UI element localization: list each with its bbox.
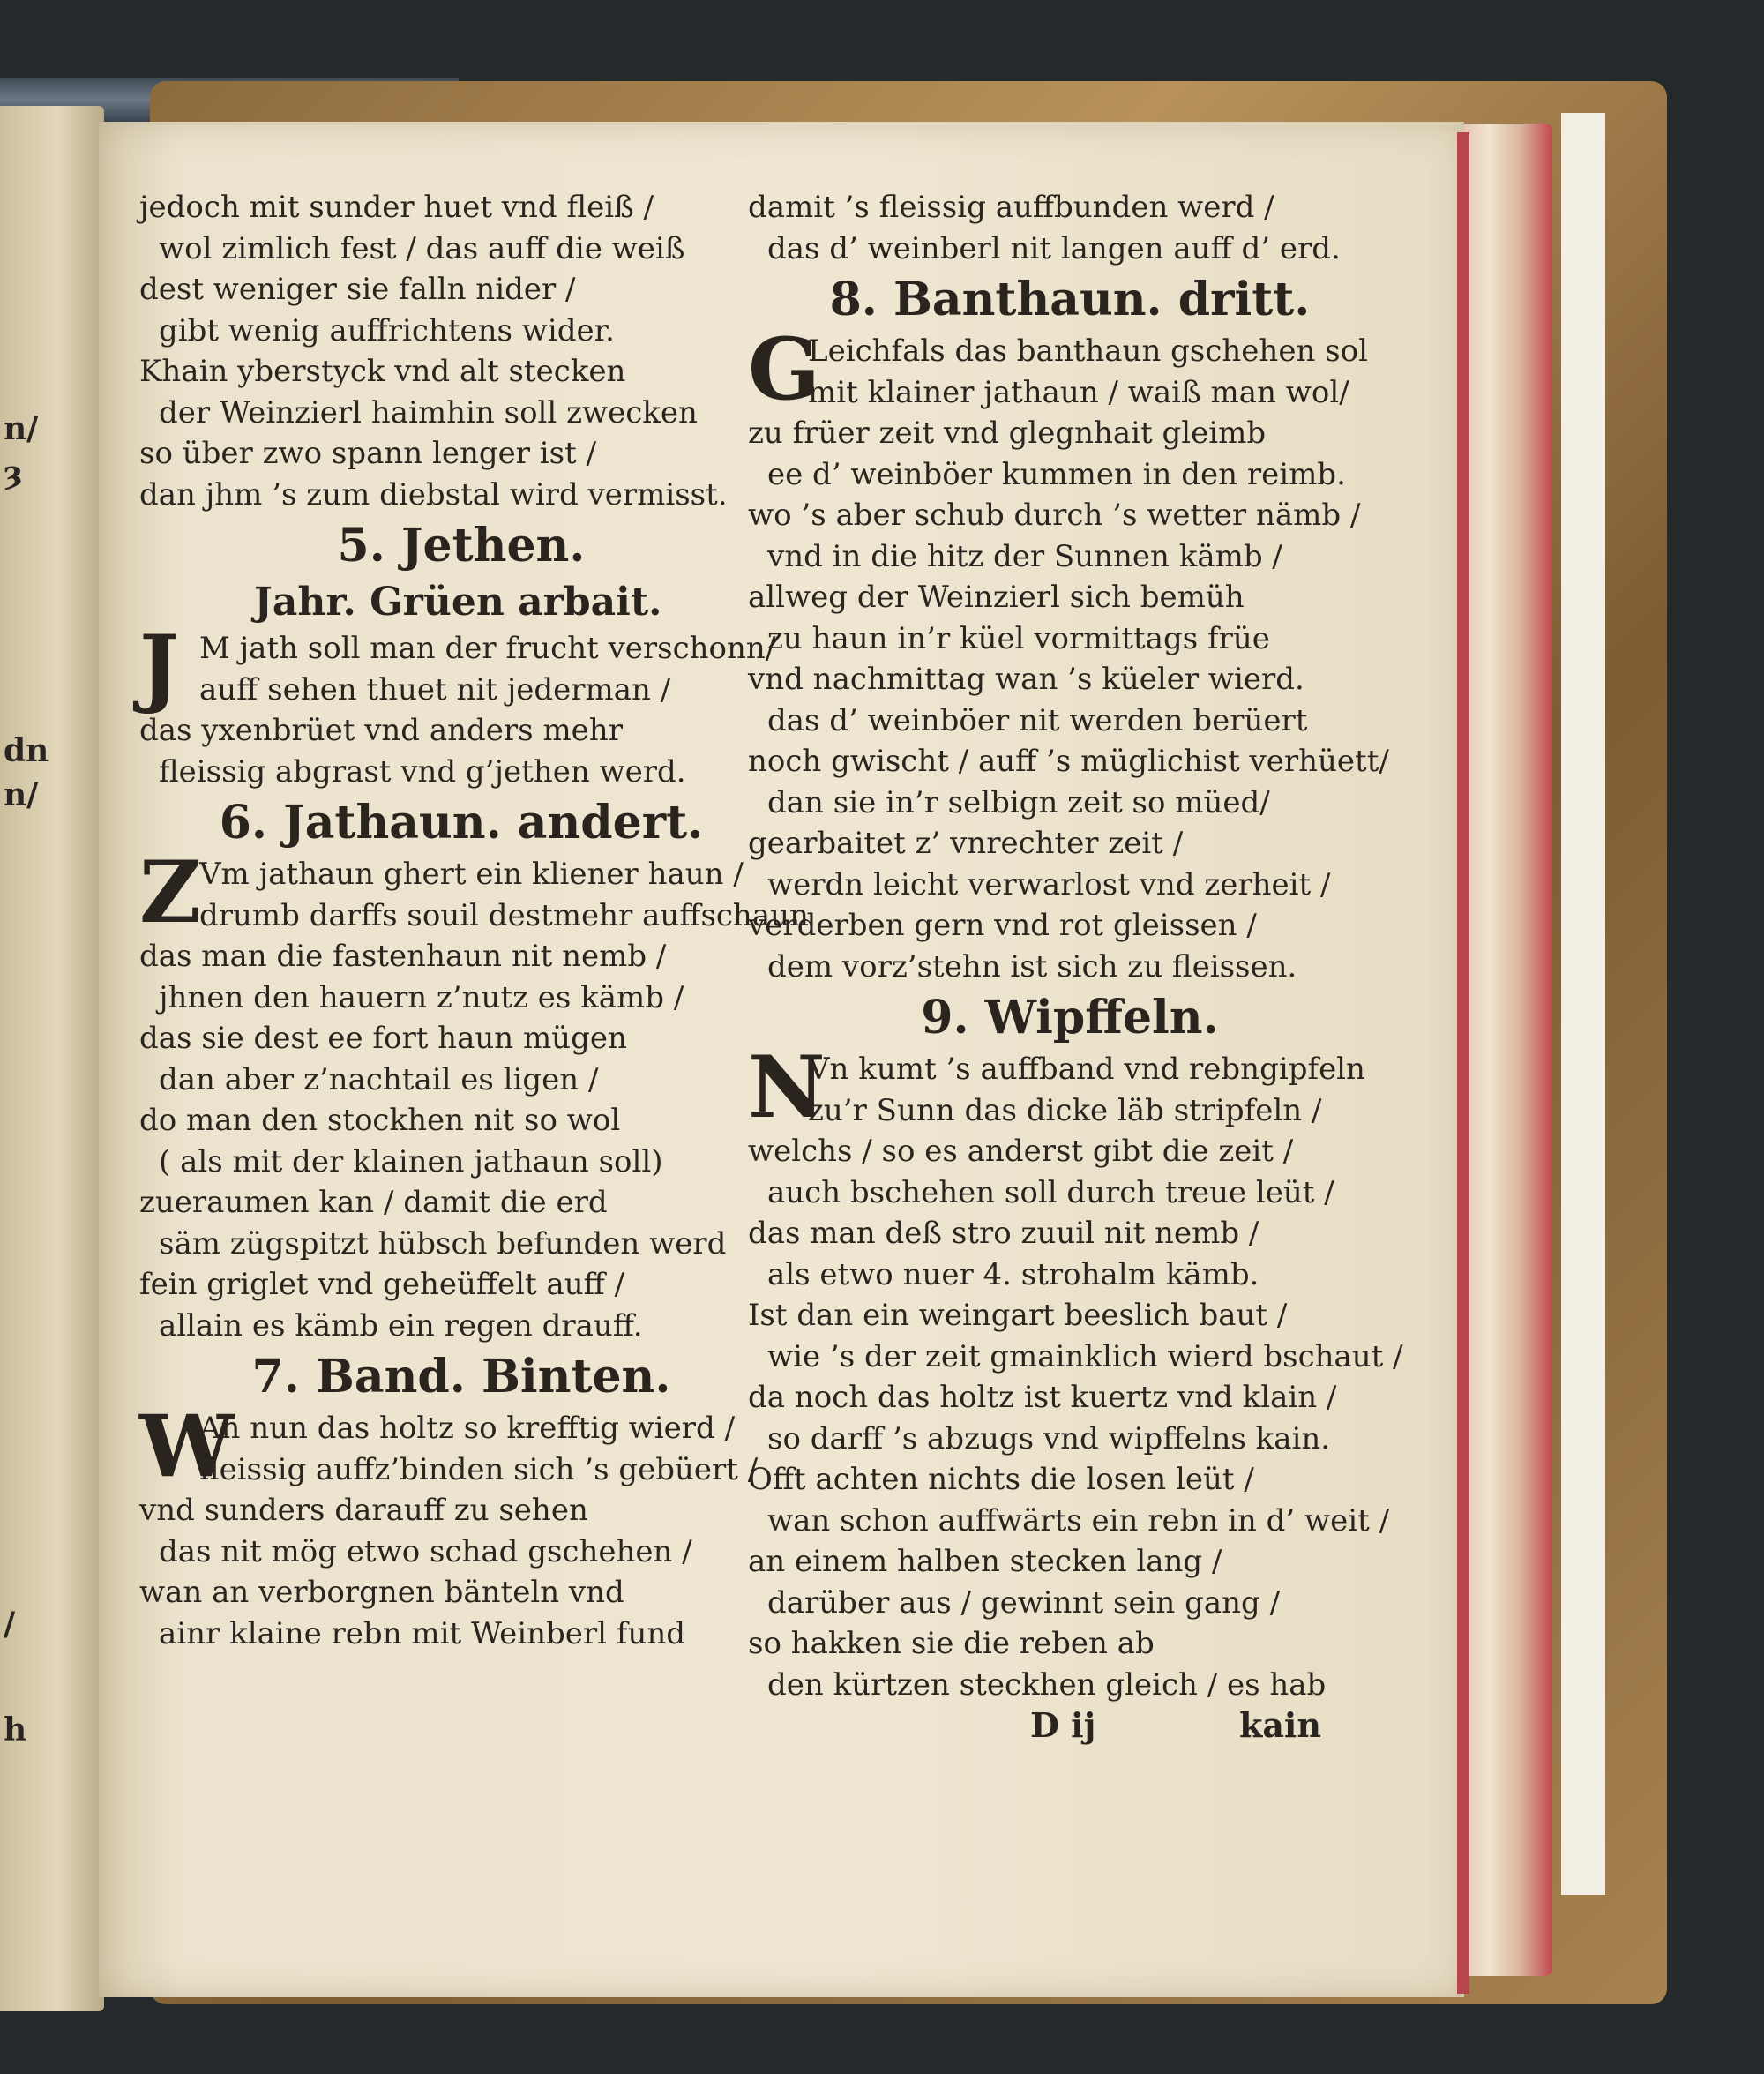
verse-line: ee d’ weinböer kummen in den reimb. <box>767 456 1346 492</box>
verse-line: dan jhm ’s zum diebstal wird vermisst. <box>139 476 728 513</box>
verse-line: wo ’s aber schub durch ’s wetter nämb / <box>748 498 1361 533</box>
verse-line: so hakken sie die reben ab <box>748 1626 1155 1661</box>
verse-line: zu haun in’r küel vormittags früe <box>767 620 1270 656</box>
verse-line: Khain yberstyck vnd alt stecken <box>139 354 626 389</box>
verse-line: wie ’s der zeit gmainklich wierd bschaut / <box>767 1338 1403 1374</box>
verse-line: dest weniger sie falln nider / <box>139 272 576 307</box>
verse-line: M jath soll man der frucht verschonn/ <box>199 631 776 666</box>
verse-line: das man deß stro zuuil nit nemb / <box>748 1216 1259 1251</box>
verse-line: fein griglet vnd geheüffelt auff / <box>139 1267 625 1302</box>
verse-line: do man den stockhen nit so wol <box>139 1103 621 1138</box>
verse-line: das nit mög etwo schad gschehen / <box>159 1533 692 1569</box>
section-heading: 7. Band. Binten. <box>251 1350 671 1404</box>
verse-line: so darff ’s abzugs vnd wipffelns kain. <box>767 1420 1331 1456</box>
verse-line: jhnen den hauern z’nutz es kämb / <box>159 979 684 1015</box>
verse-line: als etwo nuer 4. strohalm kämb. <box>767 1256 1259 1292</box>
verse-line: damit ’s fleissig auffbunden werd / <box>748 190 1274 225</box>
verse-line: gearbaitet z’ vnrechter zeit / <box>748 826 1184 861</box>
verse-line: dem vorz’stehn ist sich zu fleissen. <box>767 948 1297 985</box>
verse-line: allain es kämb ein regen drauff. <box>159 1307 643 1344</box>
verse-line: An nun das holtz so krefftig wierd / <box>199 1411 736 1446</box>
drop-cap: Z <box>139 842 202 942</box>
facing-page-fragment <box>0 106 104 2011</box>
verse-line: Offt achten nichts die losen leüt / <box>748 1462 1254 1497</box>
verse-line: zueraumen kan / damit die erd <box>139 1185 608 1220</box>
stanza <box>139 842 809 942</box>
section-heading: 9. Wipffeln. <box>921 991 1219 1044</box>
verse-line: ainr klaine rebn mit Weinberl fund <box>159 1615 686 1651</box>
left-column <box>139 187 809 1654</box>
left-fragment-text: h <box>4 1711 27 1748</box>
drop-cap: N <box>748 1037 826 1137</box>
left-fragment-text: n/ <box>4 776 39 813</box>
drop-cap: G <box>748 319 820 419</box>
verse-line: wan an verborgnen bänteln vnd <box>139 1575 624 1610</box>
verse-line: noch gwischt / auff ’s müglichist verhüett/ <box>748 744 1389 779</box>
verse-line: das man die fastenhaun nit nemb / <box>139 939 667 974</box>
stanza <box>139 1396 783 1496</box>
verse-line: vnd in die hitz der Sunnen kämb / <box>767 538 1282 574</box>
signature-mark: D ij <box>1030 1705 1096 1745</box>
stanza <box>748 1037 1392 1137</box>
verse-line: der Weinzierl haimhin soll zwecken <box>159 394 698 431</box>
verse-line: wol zimlich fest / das auff die weiß <box>159 230 685 266</box>
verse-line: fleissig abgrast vnd g’jethen werd. <box>159 753 686 790</box>
verse-line: Ist dan ein weingart beeslich baut / <box>748 1298 1288 1333</box>
verse-line: jedoch mit sunder huet vnd fleiß / <box>139 190 654 225</box>
verse-line: drumb darffs souil destmehr auffschaun <box>199 897 809 933</box>
verse-line: das d’ weinberl nit langen auff d’ erd. <box>767 230 1341 266</box>
left-fragment-text: dn <box>4 732 49 769</box>
verse-line: dan sie in’r selbign zeit so müed/ <box>767 784 1270 820</box>
left-fragment-text: ȝ <box>4 454 23 491</box>
page-stack-edge-white <box>1561 113 1605 1895</box>
verse-line: das d’ weinböer nit werden berüert <box>767 702 1308 738</box>
left-fragment-text: / <box>4 1606 16 1643</box>
drop-cap: W <box>139 1396 235 1496</box>
verse-line: vnd nachmittag wan ’s küeler wierd. <box>748 662 1304 697</box>
catchword: kain <box>1238 1705 1321 1745</box>
verse-line: an einem halben stecken lang / <box>748 1544 1222 1579</box>
verse-line: Leichfals das banthaun gschehen sol <box>808 333 1368 369</box>
section-heading: 5. Jethen. <box>337 519 586 573</box>
page-footer <box>748 1705 1392 1745</box>
verse-line: zu früer zeit vnd glegnhait gleimb <box>748 416 1267 451</box>
verse-line: gibt wenig auffrichtens wider. <box>159 312 615 348</box>
verse-line: vnd sunders darauff zu sehen <box>139 1493 588 1528</box>
stanza <box>139 617 783 716</box>
verse-line: säm zügspitzt hübsch befunden werd <box>159 1225 727 1262</box>
section-heading: 8. Banthaun. dritt. <box>829 273 1311 326</box>
verse-line: auch bschehen soll durch treue leüt / <box>767 1174 1334 1210</box>
verse-line: werdn leicht verwarlost vnd zerheit / <box>767 866 1331 902</box>
right-column <box>748 187 1403 1745</box>
verse-line: Vn kumt ’s auffband vnd rebngipfeln <box>808 1052 1365 1087</box>
verse-line: fleissig auffz’binden sich ’s gebüert / <box>199 1451 759 1487</box>
verse-line: auff sehen thuet nit jederman / <box>199 671 671 708</box>
verse-line: darüber aus / gewinnt sein gang / <box>767 1584 1281 1621</box>
verse-line: welchs / so es anderst gibt die zeit / <box>748 1134 1294 1169</box>
verse-line: zu’r Sunn das dicke läb stripfeln / <box>808 1092 1322 1128</box>
stanza <box>748 319 1392 419</box>
section-subheading: Jahr. Grüen arbait. <box>254 580 662 625</box>
drop-cap: J <box>139 617 180 716</box>
verse-line: dan aber z’nachtail es ligen / <box>159 1061 599 1097</box>
verse-line: den kürtzen steckhen gleich / es hab <box>767 1666 1327 1703</box>
verse-line: wan schon auffwärts ein rebn in d’ weit / <box>767 1502 1390 1539</box>
verse-line: mit klainer jathaun / waiß man wol/ <box>808 374 1349 410</box>
page-red-edge <box>1457 132 1469 1994</box>
verse-line: so über zwo spann lenger ist / <box>139 436 597 471</box>
verse-line: da noch das holtz ist kuertz vnd klain / <box>748 1380 1337 1415</box>
left-fragment-text: n/ <box>4 410 39 447</box>
section-heading: 6. Jathaun. andert. <box>219 796 704 850</box>
verse-line: das yxenbrüet vnd anders mehr <box>139 713 623 748</box>
verse-line: verderben gern vnd rot gleissen / <box>748 908 1257 943</box>
verse-line: allweg der Weinzierl sich bemüh <box>748 580 1245 615</box>
verse-line: Vm jathaun ghert ein kliener haun / <box>199 857 744 892</box>
verse-line: ( als mit der klainen jathaun soll) <box>159 1143 663 1179</box>
verse-line: das sie dest ee fort haun mügen <box>139 1021 627 1056</box>
